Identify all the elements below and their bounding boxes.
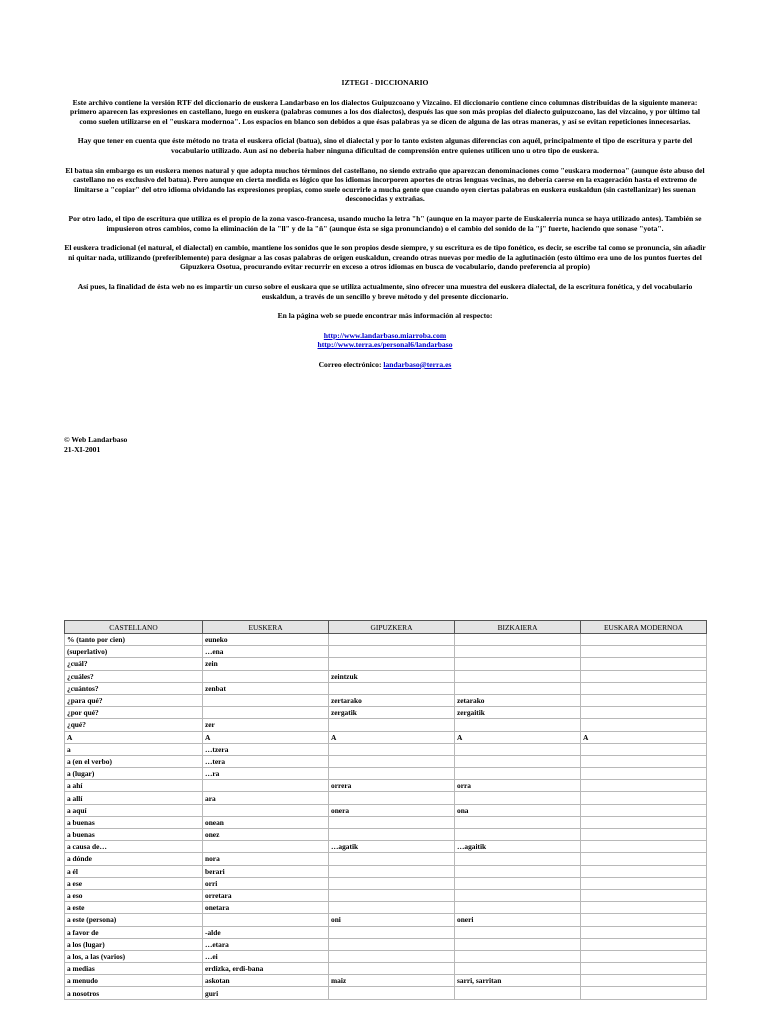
cell-euskera: nora [203, 853, 329, 865]
cell-bizkaiera [455, 963, 581, 975]
cell-euskera: onetara [203, 902, 329, 914]
cell-bizkaiera: zetarako [455, 694, 581, 706]
table-row [65, 889, 707, 901]
cell-bizkaiera: zergaitik [455, 707, 581, 719]
cell-euskara-modernoa [581, 853, 707, 865]
cell-gipuzkera [329, 646, 455, 658]
cell-euskera: …tera [203, 755, 329, 767]
cell-euskera: berari [203, 865, 329, 877]
cell-euskara-modernoa [581, 646, 707, 658]
date-text: 21-XI-2001 [64, 444, 101, 454]
cell-euskara-modernoa [581, 987, 707, 999]
cell-gipuzkera [329, 865, 455, 877]
cell-gipuzkera [329, 634, 455, 646]
cell-castellano: ¿por qué? [65, 707, 203, 719]
cell-castellano: a menudo [65, 975, 203, 987]
cell-euskera: -alde [203, 926, 329, 938]
copyright-text: © Web Landarbaso [64, 435, 128, 444]
table-row [65, 719, 707, 731]
cell-euskara-modernoa [581, 829, 707, 841]
dictionary-table [64, 620, 707, 1000]
cell-bizkaiera [455, 755, 581, 767]
intro-paragraph-4: Por otro lado, el tipo de escritura que utiliza es el propio de la zona vasco-francesa, usando mucho la letra "h" (aunque en la mayor parte de Euskalerria nunca se haya utilizado antes). También se impusieron otros cambios, como la eliminación de la "ll" y de la "ñ" (aunque ésta se siga pronunciando) o el cambio del sonido de la "j" fuerte, haciendo que sonase "yota". [68, 213, 702, 233]
cell-bizkaiera [455, 634, 581, 646]
cell-bizkaiera [455, 950, 581, 962]
cell-castellano: a eso [65, 889, 203, 901]
cell-gipuzkera [329, 792, 455, 804]
cell-gipuzkera: zergatik [329, 707, 455, 719]
cell-gipuzkera [329, 938, 455, 950]
cell-euskera: orretara [203, 889, 329, 901]
cell-castellano: ¿cuál? [65, 658, 203, 670]
cell-gipuzkera [329, 877, 455, 889]
cell-euskera: onez [203, 829, 329, 841]
cell-euskera [203, 841, 329, 853]
cell-euskara-modernoa [581, 707, 707, 719]
cell-castellano: a medias [65, 963, 203, 975]
cell-euskera: guri [203, 987, 329, 999]
cell-castellano: a buenas [65, 816, 203, 828]
cell-castellano: a los, a las (varios) [65, 950, 203, 962]
cell-euskara-modernoa [581, 719, 707, 731]
intro-paragraph-1: Este archivo contiene la versión RTF del diccionario de euskera Landarbaso en los dialectos Guipuzcoano y Vizcaino. El diccionario contiene cinco columnas distribuidas de la siguiente manera: primero aparecen las expresiones en castellano, luego en euskera (palabras comunes a los dos dialectos), después las que son más propias del dialecto guipuzcoano, las del vizcaino, y por último tal como suelen utilizarse en el "euskara modernoa". Los espacios en blanco son debidos a que ésas palabras ya se dicen de alguna de las otras maneras, y así se evitan repeticiones innecesarias. [69, 97, 701, 126]
cell-euskara-modernoa [581, 804, 707, 816]
table-row [65, 707, 707, 719]
cell-gipuzkera: …agatik [329, 841, 455, 853]
header-gipuzkera: GIPUZKERA [329, 621, 455, 634]
cell-castellano: A [65, 731, 203, 743]
cell-gipuzkera [329, 829, 455, 841]
table-row [65, 743, 707, 755]
cell-euskera: euneko [203, 634, 329, 646]
cell-euskara-modernoa [581, 768, 707, 780]
cell-bizkaiera [455, 865, 581, 877]
cell-euskera: …etara [203, 938, 329, 950]
cell-euskera: askotan [203, 975, 329, 987]
cell-gipuzkera: onera [329, 804, 455, 816]
table-row [65, 987, 707, 999]
cell-bizkaiera [455, 682, 581, 694]
header-euskara-modernoa: EUSKARA MODERNOA [581, 621, 707, 634]
links-block [64, 331, 706, 350]
cell-gipuzkera: zertarako [329, 694, 455, 706]
cell-gipuzkera [329, 950, 455, 962]
cell-gipuzkera [329, 816, 455, 828]
cell-castellano: a él [65, 865, 203, 877]
cell-bizkaiera [455, 877, 581, 889]
cell-castellano: a dónde [65, 853, 203, 865]
cell-castellano: ¿qué? [65, 719, 203, 731]
table-row [65, 902, 707, 914]
intro-paragraph-5: El euskera tradicional (el natural, el dialectal) en cambio, mantiene los sonidos que le son propios desde siempre, y su escritura es de tipo fonético, es decir, se escribe tal como se pronuncia, sin añadir ni quitar nada, utilizando (preferiblemente) para designar a las cosas palabras de origen euskaldun, creando otras nuevas por medio de la aglutinación (esto último era uno de los puntos fuertes del Gipuzkera Osotua, procurando evitar recurrir en exceso a otros idiomas en busca de vocabulario, dando preferencia al propio) [64, 243, 706, 272]
cell-castellano: (superlativo) [65, 646, 203, 658]
cell-euskara-modernoa [581, 792, 707, 804]
cell-euskera: A [203, 731, 329, 743]
cell-euskera: zenbat [203, 682, 329, 694]
cell-bizkaiera [455, 938, 581, 950]
cell-castellano: a ahí [65, 780, 203, 792]
cell-bizkaiera [455, 646, 581, 658]
table-row [65, 670, 707, 682]
cell-euskara-modernoa [581, 841, 707, 853]
cell-gipuzkera: maiz [329, 975, 455, 987]
cell-euskara-modernoa [581, 634, 707, 646]
cell-gipuzkera [329, 853, 455, 865]
cell-gipuzkera [329, 902, 455, 914]
cell-bizkaiera [455, 743, 581, 755]
cell-castellano: a nosotros [65, 987, 203, 999]
cell-castellano: a este [65, 902, 203, 914]
table-row [65, 829, 707, 841]
cell-castellano: a buenas [65, 829, 203, 841]
table-row [65, 646, 707, 658]
table-row [65, 768, 707, 780]
cell-castellano: ¿para qué? [65, 694, 203, 706]
cell-gipuzkera: oni [329, 914, 455, 926]
cell-castellano: a aquí [65, 804, 203, 816]
footer-block [64, 435, 127, 454]
email-label: Correo electrónico: [318, 359, 384, 369]
table-row [65, 841, 707, 853]
cell-euskara-modernoa [581, 914, 707, 926]
cell-euskara-modernoa [581, 743, 707, 755]
cell-euskara-modernoa [581, 938, 707, 950]
table-row [65, 792, 707, 804]
table-row [65, 658, 707, 670]
intro-paragraph-6: Así pues, la finalidad de ésta web no es impartir un curso sobre el euskara que se utiliza actualmente, sino ofrecer una muestra del euskera dialectal, de la escritura fonética, y del vocabulario euskaldun, a través de un sencillo y breve método y del presente diccionario. [77, 281, 693, 301]
cell-euskera: …tzera [203, 743, 329, 755]
cell-gipuzkera [329, 963, 455, 975]
cell-euskara-modernoa [581, 963, 707, 975]
table-row [65, 926, 707, 938]
cell-castellano: a allí [65, 792, 203, 804]
cell-castellano: ¿cuáles? [65, 670, 203, 682]
cell-euskara-modernoa: A [581, 731, 707, 743]
table-row [65, 780, 707, 792]
cell-euskara-modernoa [581, 816, 707, 828]
cell-bizkaiera: ona [455, 804, 581, 816]
cell-castellano: ¿cuántos? [65, 682, 203, 694]
table-row [65, 694, 707, 706]
cell-bizkaiera [455, 670, 581, 682]
cell-gipuzkera [329, 658, 455, 670]
cell-gipuzkera [329, 926, 455, 938]
cell-bizkaiera [455, 926, 581, 938]
intro-paragraph-2: Hay que tener en cuenta que éste método no trata el euskera oficial (batua), sino el dialectal y por lo tanto existen algunas diferencias con aquél, principalmente el tipo de escritura y parte del vocabulario utilizado. Aun así no debería haber ninguna dificultad de comprensión entre quienes utilicen uno u otro tipo de euskera. [77, 136, 693, 155]
cell-castellano: a [65, 743, 203, 755]
cell-euskara-modernoa [581, 755, 707, 767]
cell-gipuzkera [329, 682, 455, 694]
cell-euskera: …ra [203, 768, 329, 780]
cell-castellano: a causa de… [65, 841, 203, 853]
cell-castellano: a favor de [65, 926, 203, 938]
cell-euskera: zer [203, 719, 329, 731]
cell-castellano: a los (lugar) [65, 938, 203, 950]
table-row [65, 975, 707, 987]
cell-euskera: zein [203, 658, 329, 670]
cell-bizkaiera [455, 792, 581, 804]
cell-euskara-modernoa [581, 950, 707, 962]
cell-euskara-modernoa [581, 889, 707, 901]
cell-gipuzkera [329, 755, 455, 767]
cell-gipuzkera [329, 768, 455, 780]
document-title: IZTEGI - DICCIONARIO [341, 78, 429, 87]
cell-gipuzkera: A [329, 731, 455, 743]
table-row [65, 865, 707, 877]
table-row [65, 938, 707, 950]
cell-euskera: …ena [203, 646, 329, 658]
cell-castellano: a este (persona) [65, 914, 203, 926]
cell-bizkaiera [455, 658, 581, 670]
cell-bizkaiera [455, 829, 581, 841]
header-bizkaiera: BIZKAIERA [455, 621, 581, 634]
cell-euskara-modernoa [581, 902, 707, 914]
table-row [65, 950, 707, 962]
table-row [65, 731, 707, 743]
header-euskera: EUSKERA [203, 621, 329, 634]
cell-bizkaiera: A [455, 731, 581, 743]
cell-euskera: erdizka, erdi-bana [203, 963, 329, 975]
cell-euskera [203, 694, 329, 706]
cell-euskara-modernoa [581, 670, 707, 682]
cell-gipuzkera: zeintzuk [329, 670, 455, 682]
cell-euskera [203, 804, 329, 816]
cell-bizkaiera [455, 987, 581, 999]
cell-euskara-modernoa [581, 926, 707, 938]
cell-bizkaiera: sarri, sarritan [455, 975, 581, 987]
website-link-2[interactable]: http://www.terra.es/personal6/landarbaso [317, 340, 453, 350]
cell-bizkaiera: …agaitik [455, 841, 581, 853]
intro-section [64, 78, 706, 379]
cell-euskara-modernoa [581, 975, 707, 987]
cell-euskara-modernoa [581, 694, 707, 706]
cell-euskera: …ei [203, 950, 329, 962]
website-link-1[interactable]: http://www.landarbaso.miarroba.com [323, 330, 447, 340]
cell-bizkaiera [455, 768, 581, 780]
cell-gipuzkera [329, 743, 455, 755]
email-link[interactable]: landarbaso@terra.es [383, 359, 452, 369]
intro-paragraph-7: En la página web se puede encontrar más información al respecto: [277, 311, 493, 321]
cell-bizkaiera [455, 902, 581, 914]
cell-castellano: a (en el verbo) [65, 755, 203, 767]
table-row [65, 804, 707, 816]
cell-gipuzkera [329, 889, 455, 901]
cell-bizkaiera: oneri [455, 914, 581, 926]
cell-euskara-modernoa [581, 780, 707, 792]
cell-euskara-modernoa [581, 658, 707, 670]
table-row [65, 682, 707, 694]
cell-euskara-modernoa [581, 865, 707, 877]
cell-castellano: a (lugar) [65, 768, 203, 780]
cell-euskera [203, 707, 329, 719]
cell-bizkaiera [455, 853, 581, 865]
cell-euskera [203, 780, 329, 792]
table-body [65, 634, 707, 1000]
table-row [65, 816, 707, 828]
cell-gipuzkera: orrera [329, 780, 455, 792]
table-row [65, 853, 707, 865]
cell-bizkaiera [455, 816, 581, 828]
cell-euskera [203, 914, 329, 926]
table-row [65, 755, 707, 767]
cell-euskera: ara [203, 792, 329, 804]
table-row [65, 963, 707, 975]
cell-euskera: orri [203, 877, 329, 889]
cell-bizkaiera [455, 719, 581, 731]
cell-euskara-modernoa [581, 682, 707, 694]
cell-castellano: % (tanto por cien) [65, 634, 203, 646]
cell-euskera: onean [203, 816, 329, 828]
header-castellano: CASTELLANO [65, 621, 203, 634]
intro-paragraph-3: El batua sin embargo es un euskera menos natural y que adopta muchos términos del castellano, no siendo extraño que aparezcan denominaciones como "euskara modernoa" (aunque éste abuso del castellano no es exclusivo del batua). Pero aunque en cierta medida es lógico que los idiomas incorporen aportes de otras lenguas vecinas, no debería caerse en la exageración hasta el extremo de limitarse a "copiar" del otro idioma olvidando las expresiones propias, como suele ocurrirle a mucha gente que cuando oyen ciertas palabras en euskera euskaldun (sin castellanizar) les suenan desconocidas y extrañas. [65, 165, 705, 204]
email-line [64, 360, 706, 370]
table-row [65, 914, 707, 926]
cell-castellano: a ese [65, 877, 203, 889]
cell-euskera [203, 670, 329, 682]
table-header-row [65, 621, 707, 634]
cell-bizkaiera [455, 889, 581, 901]
cell-gipuzkera [329, 987, 455, 999]
cell-bizkaiera: orra [455, 780, 581, 792]
table-row [65, 877, 707, 889]
table-row [65, 634, 707, 646]
cell-euskara-modernoa [581, 877, 707, 889]
cell-gipuzkera [329, 719, 455, 731]
